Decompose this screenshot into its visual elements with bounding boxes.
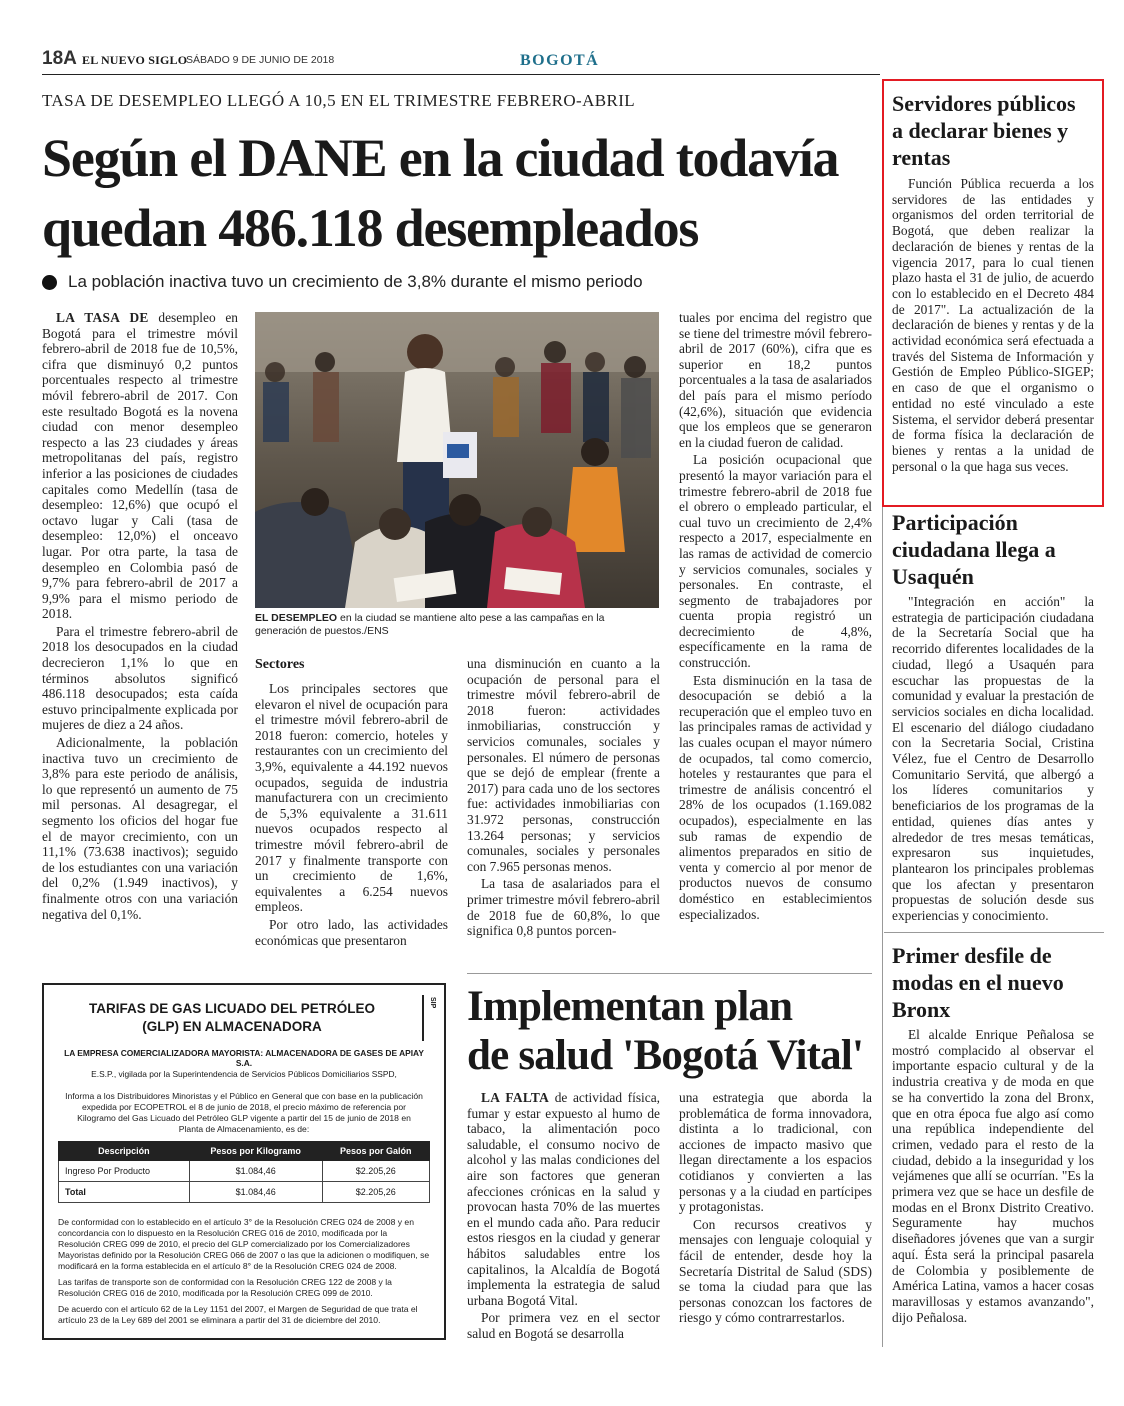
sectores-heading: Sectores (255, 657, 305, 672)
company-subtitle: E.S.P., vigilada por la Superintendencia de Servicios Públicos Domiciliarios SSPD, (91, 1069, 397, 1079)
table-cell: $2.205,26 (322, 1161, 429, 1182)
sspd-logo-icon (422, 995, 438, 1041)
caption-text: en la ciudad se mantiene alto pese a las campañas en la generación de puestos./ENS (255, 612, 605, 637)
paragraph: Con recursos creativos y mensajes con lenguaje coloquial y fácil de entender, desde hoy la Secretaría Distrital de Salud (SDS) se toma la ciudad para que las personas conozcan los factores de riesgo y cómo contrarrestarlos. (679, 1216, 872, 1326)
table-row (59, 1182, 430, 1203)
article-title-line2: quedan 486.118 desempleados (42, 198, 699, 258)
column-header: Pesos por Kilogramo (189, 1142, 322, 1161)
paragraph: desempleo en Bogotá para el trimestre móvil febrero-abril de 2018 fue de 10,5%, cifra que disminuyó 0,2 puntos porcentuales respecto al trimestre móvil febrero-abril de 2017. Con este resultado Bogotá es la novena ciudad con menor desempleo respecto a las 23 ciudades y áreas metropolitanas del país, registro inferior a las posiciones de ciudades capitales como Medellín (tasa de desempleo: 12,6%) que ocupó el octavo lugar y Cali (tasa de desempleo: 12,0%) el onceavo lugar. Por otra parte, la tasa de desempleo en Colombia pasó de 9,7% para febrero-abril de 2017 a 9,9% para el mismo periodo de 2018. (42, 310, 238, 622)
newspaper-name: EL NUEVO SIGLO (82, 53, 188, 67)
article-photo (255, 312, 659, 608)
page-number: 18A (42, 48, 77, 69)
article-column-3 (467, 656, 660, 962)
sidebar-title-2: Participación ciudadana llega a Usaquén (892, 510, 1056, 589)
paragraph: El alcalde Enrique Peñalosa se mostró complacido al observar el importante espacio cultural y de la industria creativa y de moda en que se ha convertido la zona del Bronx, que en otra época fue algo así como una república independiente del crimen, vedado para el resto de la ciudad, debido a la inseguridad y los vejámenes que allí se ocurrían. "Es la primera vez que se hace un desfile de modas en el Bronx Distrito Creativo. Seguramente hay muchos diseñadores jóvenes que van a surgir aquí. Ésta será la principal pasarela de Colombia y posiblemente de América Latina, vamos a hacer cosas maravillosas y estamos avanzando", dijo Peñalosa. (892, 1027, 1094, 1325)
table-header-row (59, 1142, 430, 1161)
article-column-4 (679, 310, 872, 962)
paragraph: de actividad física, fumar y estar expuesto al humo de tabaco, la alimentación poco saludable, el consumo nocivo de alcohol y las malas condiciones del aire son factores que generan afecciones crónicas en la salud y provocan hasta 70% de las muertes en el mundo cada año. Para reducir estos riesgos en la ciudad y generar hábitos saludables entre los capitalinos, la Alcaldía de Bogotá implementa la estrategia de salud urbana Bogotá Vital. (467, 1090, 660, 1308)
caption-lead: EL DESEMPLEO (255, 612, 338, 624)
crowd-photo-illustration (255, 312, 659, 608)
column-header: Descripción (59, 1142, 190, 1161)
photo-caption (255, 612, 659, 638)
article-subtitle: La población inactiva tuvo un crecimiento de 3,8% durante el mismo periodo (68, 272, 643, 291)
header-rule (42, 74, 880, 75)
table-cell: $1.084,46 (189, 1182, 322, 1203)
notice-title-line1: TARIFAS DE GAS LICUADO DEL PETRÓLEO (88, 1001, 376, 1016)
section-name: BOGOTÁ (520, 52, 600, 69)
sidebar-title-1: Servidores públicos a declarar bienes y rentas (892, 91, 1076, 170)
notice-note-3: De acuerdo con el artículo 62 de la Ley 1151 del 2007, el Margen de Seguridad de que trata el artículo 23 de la Ley 689 del 2001 se eliminara a partir del 31 de diciembre del 2010. (58, 1304, 418, 1325)
tariff-table (58, 1141, 430, 1203)
sidebar-column-rule (882, 507, 883, 1347)
paragraph: Adicionalmente, la población inactiva tuvo un crecimiento de 3,8% para este periodo de análisis, lo que representó un aumento de 75 mil personas. Al desagregar, el segmento los oficios del hogar fue el de mayor crecimiento, con un 11,1% (73.638 inactivos); seguido de los estudiantes con una variación del 0,2% (1.949 inactivos), y finalmente otros con una variación negativa del 0,1%. (42, 735, 238, 922)
issue-date: SÁBADO 9 DE JUNIO DE 2018 (186, 54, 335, 66)
article-column-2 (255, 681, 448, 961)
table-row (59, 1161, 430, 1182)
second-title-line2: de salud 'Bogotá Vital' (467, 1032, 864, 1079)
column-header: Pesos por Galón (322, 1142, 429, 1161)
company-name: LA EMPRESA COMERCIALIZADORA MAYORISTA: ALMACENADORA DE GASES DE APIAY S.A. (64, 1048, 424, 1068)
paragraph: una estrategia que aborda la problemática de forma innovadora, distinta a lo tradicional, con acciones de impacto masivo que llegan directamente a los espacios cotidianos y convierten a las personas y a la ciudad en partícipes y protagonistas. (679, 1090, 872, 1215)
notice-intro: Informa a los Distribuidores Minoristas y el Público en General que con base en la publicación expedida por ECOPETROL el 8 de junio de 2018, el precio máximo de referencia por Kilogramo del Gas Licuado del Petróleo GLP vigente a partir del 15 de junio de 2018 en Planta de Almacenamiento, es de: (65, 1091, 423, 1134)
paragraph: La tasa de asalariados para el primer trimestre móvil febrero-abril de 2018 fue de 60,8%, lo que significa 0,8 puntos porcen- (467, 876, 660, 939)
paragraph: Función Pública recuerda a los servidores de las entidades y organismos del orden territorial de Bogotá, que deben realizar la declaración de bienes y rentas de la vigencia 2017, para lo cual tienen plazo hasta el 31 de julio, de acuerdo con lo establecido en el Decreto 484 de 2017". La actualización de la declaración de bienes y rentas y de la actividad económica será efectuada a través del Sistema de Información y Gestión de Empleo Público-SIGEP; en caso de que el organismo o entidad no esté vinculado a este Sistema, el servidor deberá presentar de forma física la declaración de bienes y rentas a la unidad de personal o la que haga sus veces. (892, 176, 1094, 474)
sidebar-title-3: Primer desfile de modas en el nuevo Bronx (892, 943, 1064, 1022)
article-title-line1: Según el DANE en la ciudad todavía (42, 128, 839, 188)
paragraph: tuales por encima del registro que se tiene del trimestre móvil febrero-abril de 2017 (60%), cifra que es superior en 18,2 puntos porcentuales a la tasa de asalariados del país para el mismo período (42,6%), situación que evidencia que los empleos que se generaron en la ciudad fueron de calidad. (679, 310, 872, 450)
notice-title-line2: (GLP) EN ALMACENADORA (142, 1019, 322, 1034)
second-column-1 (467, 1090, 660, 1346)
second-column-2 (679, 1090, 872, 1346)
paragraph: La posición ocupacional que presentó la mayor variación para el trimestre febrero-abril de 2018 fue el obrero o empleado particular, el cual tuvo un crecimiento de 2,4% respecto a 2017, especialmente en las ramas de actividad de comercio y servicios comunales, sociales y personales. En contraste, el segmento de trabajadores por cuenta propia registró un decrecimiento de 4,8%, específicamente en la rama de construcción. (679, 452, 872, 671)
paragraph: Para el trimestre febrero-abril de 2018 los desocupados en la ciudad decrecieron 1,1% lo que en términos absolutos significó 486.118 desocupados; esta caída estuvo principalmente explicada por mujeres de diez a 24 años. (42, 623, 238, 733)
paragraph: Por primera vez en el sector salud en Bogotá se desarrolla (467, 1310, 660, 1341)
lead-caps: LA FALTA (481, 1090, 550, 1105)
sidebar-body-1 (892, 176, 1094, 496)
article-kicker: TASA DE DESEMPLEO LLEGÓ A 10,5 EN EL TRIMESTRE FEBRERO-ABRIL (42, 91, 636, 110)
second-title-line1: Implementan plan (467, 983, 793, 1030)
paragraph: Por otro lado, las actividades económicas que presentaron (255, 916, 448, 948)
logo-text: SIP (429, 997, 436, 1009)
paragraph: una disminución en cuanto a la ocupación de personal para el trimestre móvil febrero-abril de 2018 fueron: actividades inmobiliarias, construcción y servicios comunales, sociales y personales. El número de personas que se dejó de emplear (frente a 2017) para cada uno de los sectores fue: actividades inmobiliarias con 31.972 personas, construcción 13.264 personas; y servicios comunales, sociales y personales con 7.965 personas menos. (467, 656, 660, 874)
paragraph: Los principales sectores que elevaron el nivel de ocupación para el trimestre móvil febrero-abril de 2018 fueron: comercio, hoteles y restaurantes con un crecimiento del 3,9%, equivalente a 44.192 nuevos ocupados, seguida de industria manufacturera con un crecimiento de 5,3% equivalente a 31.611 nuevos ocupados respecto al trimestre móvil febrero-abril de 2017 y finalmente transporte con un crecimiento de 1,6%, equivalentes a 6.254 nuevos empleos. (255, 681, 448, 915)
sidebar-body-3 (892, 1027, 1094, 1347)
notice-note-2: Las tarifas de transporte son de conformidad con la Resolución CREG 122 de 2008 y la Resolución CREG 016 de 2010, modificada por la Resolución CREG 099 de 2010. (58, 1277, 392, 1298)
lead-caps: LA TASA DE (56, 310, 149, 325)
sidebar-body-2 (892, 594, 1094, 926)
paragraph: Esta disminución en la tasa de desocupación se debió a la recuperación que el empleo tuvo en las principales ramas de actividad y las cuales ocupan el mayor número de ocupados, tal como comercio, hoteles y restaurantes que para el trimestre de análisis concentró el 28% de los ocupados (1.169.082 ocupados), especialmente en las sub ramas de expendio de alimentos preparados en sitio de venta y comercio al por menor de productos nuevos de consumo doméstico en establecimientos especializados. (679, 672, 872, 922)
gas-tariff-notice (42, 983, 446, 1340)
article-column-1 (42, 310, 238, 962)
table-cell: Ingreso Por Producto (59, 1161, 190, 1182)
bullet-icon (42, 275, 57, 290)
paragraph: "Integración en acción" la estrategia de participación ciudadana de la Secretaría Social que ha recorrido diferentes localidades de la ciudad, llegó a Usaquén para escuchar las propuestas de la comunidad y evaluar la prestación de servicios sociales en dicha localidad. El escenario del diálogo ciudadano con la Secretaria Social, Cristina Vélez, fue el Centro de Desarrollo Comunitario Servitá, que albergó a los líderes comunitarios y beneficiarios de los programas de la entidad, quienes días antes y alrededor de tres mesas temáticas, expresaron sus inquietudes, plantearon los principales problemas que los afectan y presentaron propuestas de solución desde sus experiencias y conocimiento. (892, 594, 1094, 924)
table-cell: $2.205,26 (322, 1182, 429, 1203)
sidebar-divider (884, 932, 1104, 933)
section-divider (467, 973, 872, 974)
table-cell: $1.084,46 (189, 1161, 322, 1182)
notice-note-1: De conformidad con lo establecido en el artículo 3° de la Resolución CREG 024 de 2008 y en concordancia con lo dispuesto en la Resolución CREG 016 de 2010, modificada por la Resolución CREG 099 de 2010, el precio del GLP comercializado por los Comercializadores Mayoristas definido por la Resolución CREG 066 de 2007 o las que la adicionen o modifiquen, se modificará en la forma establecida en el artículo 8° de la Resolución CREG 024 de 2008. (58, 1217, 430, 1271)
table-cell: Total (59, 1182, 190, 1203)
